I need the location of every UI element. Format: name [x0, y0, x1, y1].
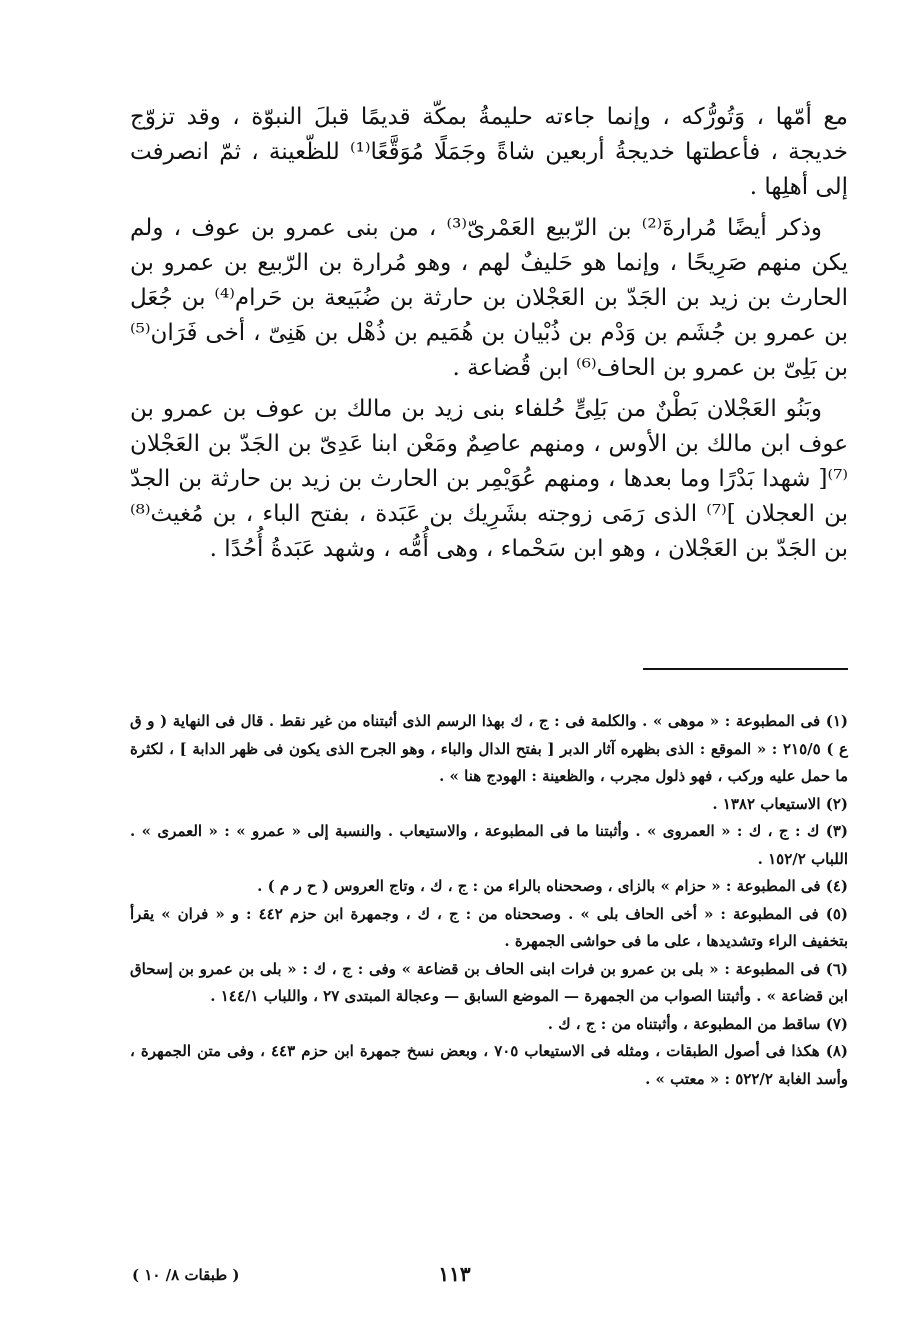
footnote: (٤) فى المطبوعة : « حزام » بالزاى ، وصححناه بالراء من : ج ، ك ، وتاج العروس ( ح ر م ) . [257, 877, 848, 895]
body-paragraph: مع أمّها ، وَتُورُّكه ، وإنما جاءته حليمةُ بمكّة قديمًا قبلَ النبوّة ، وقد تزوّج خديجة ، فأعطتها خديجةُ أربعين شاةً وجَمَلًا مُوَقَّعًا⁽¹⁾ للظّعينة ، ثمّ انصرفت إلى أهلِها . [130, 104, 848, 200]
signature-mark: ( طبقات ٨/ ١٠ ) [132, 1266, 240, 1284]
footnote: (٦) فى المطبوعة : « بلى بن عمرو بن فرات ابنى الحاف بن قضاعة » وفى : ج ، ك : « بلى بن عمرو بن إسحاق ابن قضاعة » . وأثبتنا الصواب من الجمهرة — الموضع السابق — وعجالة المبتدى ٢٧ ، واللباب ١٤٤/١ . [130, 959, 848, 1005]
footnote: (٧) ساقط من المطبوعة ، وأثبتناه من : ج ، ك . [547, 1014, 848, 1033]
page-number: ١١٣ [438, 1262, 471, 1286]
footnote: (٢) الاستيعاب ١٣٨٢ . [712, 794, 848, 813]
footnote: (٥) فى المطبوعة : « أخى الحاف بلى » . وصححناه من : ج ، ك ، وجمهرة ابن حزم ٤٤٢ : و « فران » يقرأ بتخفيف الراء وتشديدها ، على ما فى حواشى الجمهرة . [130, 904, 848, 950]
footnotes [130, 708, 848, 1093]
body-paragraph: وذكر أيضًا مُرارةَ⁽²⁾ بن الرّبيع العَمْرىّ⁽³⁾ ، من بنى عمرو بن عوف ، ولم يكن منهم صَرِيحًا ، وإنما هو حَليفٌ لهم ، وهو مُرارة بن الرّبيع بن عمرو بن الحارث بن زيد بن الجَدّ بن العَجْلان بن حارثة بن ضُبَيعة بن حَرام⁽⁴⁾ بن جُعَل بن عمرو بن جُشَم بن وَدْم بن ذُبْيان بن هُمَيم بن ذُهْل بن هَنِىّ ، أخى فَرَان⁽⁵⁾ بن بَلِىّ بن عمرو بن الحاف⁽⁶⁾ ابن قُضاعة . [130, 215, 848, 381]
footnote: (١) فى المطبوعة : « موهى » . والكلمة فى : ج ، ك بهذا الرسم الذى أثبتناه من غير نقط . قال فى النهاية ( و ق ع ) ٢١٥/٥ : « الموقع : الذى بظهره آثار الدبر [ بفتح الدال والباء ، وهو الجرح الذى يكون فى ظهر الدابة ] ، لكثرة ما حمل عليه وركب ، فهو ذلول مجرب ، والظعينة : الهودج هنا » . [130, 712, 848, 785]
footnote: (٨) هكذا فى أصول الطبقات ، ومثله فى الاستيعاب ٧٠٥ ، وبعض نسخ جمهرة ابن حزم ٤٤٣ ، وفى متن الجمهرة ، وأسد الغابة ٥٢٢/٢ : « معتب » . [130, 1042, 848, 1088]
footnote-separator [643, 668, 848, 670]
footnote: (٣) ك : ج ، ك : « العمروى » . وأثبتنا ما فى المطبوعة ، والاستيعاب . والنسبة إلى « عمرو » : « العمرى » . اللباب ١٥٢/٢ . [130, 822, 848, 868]
main-text [130, 100, 848, 573]
body-paragraph: وبَنُو العَجْلان بَطْنٌ من بَلِىٍّ حُلفاء بنى زيد بن مالك بن عوف بن عمرو بن عوف ابن مالك بن الأوس ، ومنهم عاصِمٌ ومَعْن ابنا عَدِىّ بن الجَدّ بن العَجْلان ⁽⁷⁾[ شهدا بَدْرًا وما بعدها ، ومنهم عُوَيْمِر بن الحارث بن زيد بن حارثة بن الجدّ بن العجلان ]⁽⁷⁾ الذى رَمَى زوجته بشَرِيك بن عَبَدة ، بفتح الباء ، بن مُغيث⁽⁸⁾ بن الجَدّ بن العَجْلان ، وهو ابن سَحْماء ، وهى أُمُّه ، وشهد عَبَدةُ أُحُدًا . [130, 396, 849, 562]
